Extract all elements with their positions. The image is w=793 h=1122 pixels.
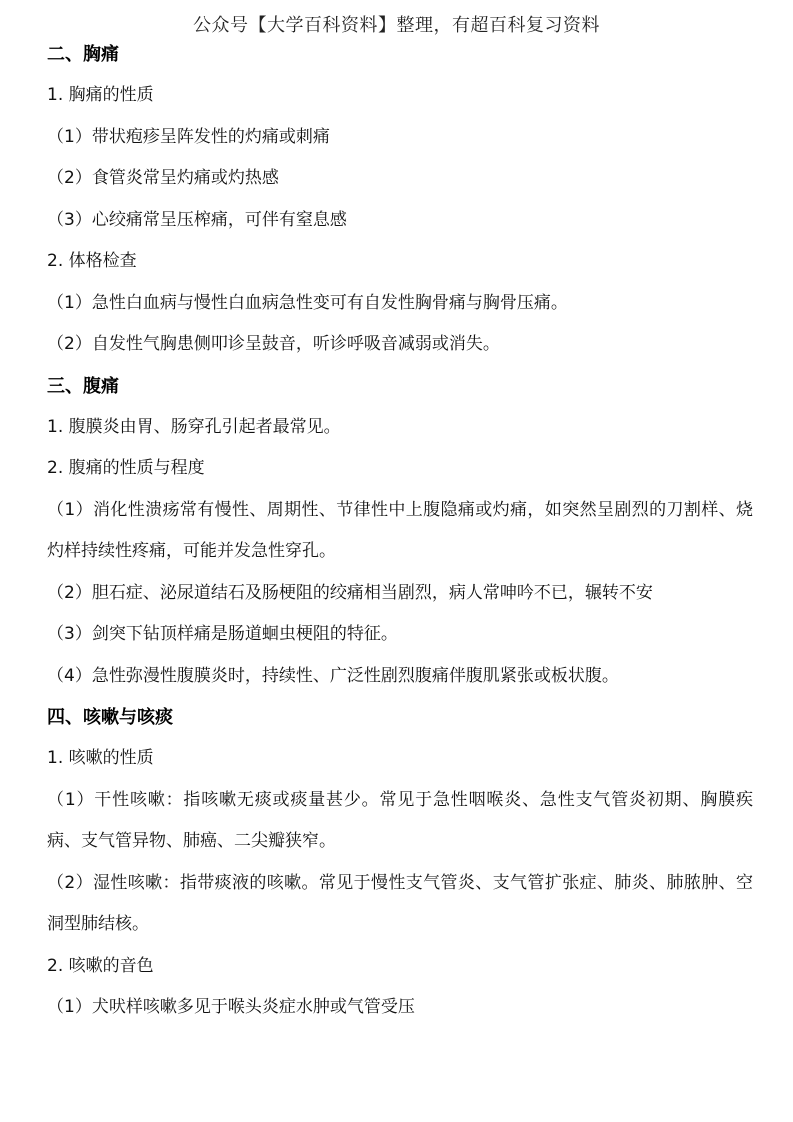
section-title-abdominal-pain: 三、腹痛: [47, 375, 119, 397]
subheading: 1. 胸痛的性质: [47, 85, 154, 105]
list-item: （2）食管炎常呈灼痛或灼热感: [47, 168, 279, 188]
list-item: （1）消化性溃疡常有慢性、周期性、节律性中上腹隐痛或灼痛，如突然呈剧烈的刀割样、烧灼样持续性疼痛，可能并发急性穿孔。: [47, 499, 753, 561]
list-item: （3）心绞痛常呈压榨痛，可伴有窒息感: [47, 209, 347, 230]
list-item: （1）犬吠样咳嗽多见于喉头炎症水肿或气管受压: [47, 997, 415, 1017]
section-title-cough: 四、咳嗽与咳痰: [47, 707, 173, 728]
list-item: （3）剑突下钻顶样痛是肠道蛔虫梗阻的特征。: [47, 624, 398, 644]
list-item: （2）胆石症、泌尿道结石及肠梗阻的绞痛相当剧烈，病人常呻吟不已，辗转不安: [47, 582, 653, 603]
subheading: 2. 咳嗽的音色: [47, 955, 154, 976]
list-item: （1）干性咳嗽：指咳嗽无痰或痰量甚少。常见于急性咽喉炎、急性支气管炎初期、胸膜疾病、支气管异物、肺癌、二尖瓣狭窄。: [47, 789, 753, 851]
subheading: 2. 腹痛的性质与程度: [47, 458, 205, 478]
section-title-chest-pain: 二、胸痛: [47, 44, 119, 65]
subheading: 2. 体格检查: [47, 251, 137, 271]
list-item: （1）急性白血病与慢性白血病急性变可有自发性胸骨痛与胸骨压痛。: [47, 292, 568, 313]
list-item: （2）自发性气胸患侧叩诊呈鼓音，听诊呼吸音减弱或消失。: [47, 334, 500, 354]
list-item: （1）带状疱疹呈阵发性的灼痛或刺痛: [47, 126, 330, 147]
subheading: 1. 咳嗽的性质: [47, 748, 154, 768]
list-item: （4）急性弥漫性腹膜炎时，持续性、广泛性剧烈腹痛伴腹肌紧张或板状腹。: [47, 665, 619, 686]
page-header: 公众号【大学百科资料】整理，有超百科复习资料: [193, 15, 600, 36]
list-item: （2）湿性咳嗽：指带痰液的咳嗽。常见于慢性支气管炎、支气管扩张症、肺炎、肺脓肿、空洞型肺结核。: [47, 872, 753, 934]
document-body: [47, 34, 753, 1029]
subheading: 1. 腹膜炎由胃、肠穿孔引起者最常见。: [47, 416, 341, 437]
